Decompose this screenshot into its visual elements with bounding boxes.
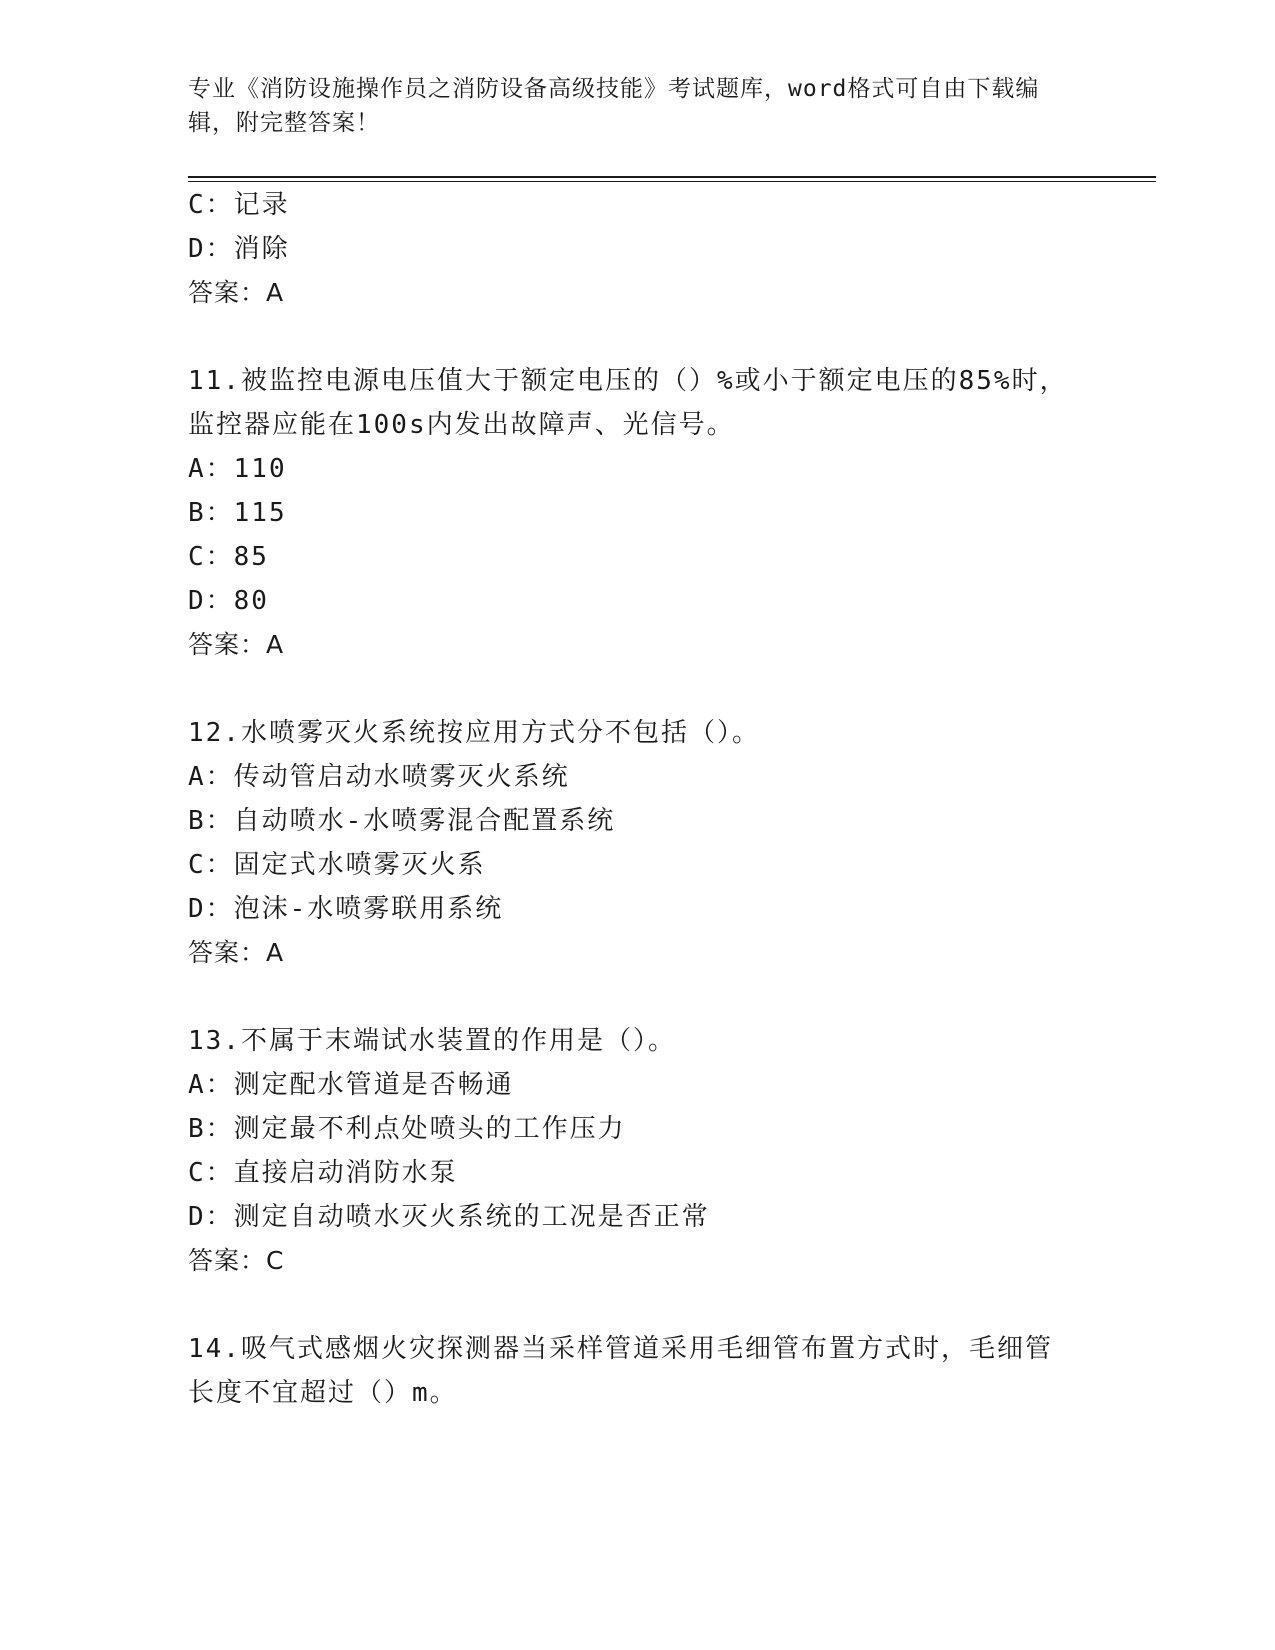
q13-stem: 13.不属于末端试水装置的作用是（）。 [188, 1026, 676, 1056]
q12-option-d: D：泡沫-水喷雾联用系统 [188, 894, 504, 924]
q13-option-c: C：直接启动消防水泵 [188, 1158, 458, 1188]
q11-option-a: A：110 [188, 454, 287, 484]
q11-stem-line2: 监控器应能在100s内发出故障声、光信号。 [188, 410, 735, 440]
q10-option-d: D：消除 [188, 234, 290, 264]
q12-option-a: A：传动管启动水喷雾灭火系统 [188, 762, 570, 792]
q13-option-a: A：测定配水管道是否畅通 [188, 1070, 514, 1100]
q12-option-c: C：固定式水喷雾灭火系 [188, 850, 486, 880]
header-rule-thick [188, 176, 1156, 178]
header-rule-thin [188, 181, 1156, 182]
q13-answer: 答案：C [188, 1246, 285, 1275]
q13-option-b: B：测定最不利点处喷头的工作压力 [188, 1114, 626, 1144]
q12-answer: 答案：A [188, 938, 285, 967]
q10-answer: 答案：A [188, 278, 285, 307]
q10-option-c: C：记录 [188, 190, 290, 220]
q14-stem-line2: 长度不宜超过（）m。 [188, 1378, 458, 1408]
document-header: 专业《消防设施操作员之消防设备高级技能》考试题库，word格式可自由下载编辑，附完整答案！ [188, 76, 1040, 136]
q11-answer: 答案：A [188, 630, 285, 659]
q14-stem-line1: 14.吸气式感烟火灾探测器当采样管道采用毛细管布置方式时，毛细管 [188, 1334, 1053, 1364]
q11-option-b: B：115 [188, 498, 287, 528]
q11-stem-line1: 11.被监控电源电压值大于额定电压的（）%或小于额定电压的85%时， [188, 366, 1068, 396]
q11-option-c: C：85 [188, 542, 269, 572]
q11-option-d: D：80 [188, 586, 269, 616]
q12-stem: 12.水喷雾灭火系统按应用方式分不包括（）。 [188, 718, 760, 748]
q12-option-b: B：自动喷水-水喷雾混合配置系统 [188, 806, 616, 836]
q13-option-d: D：测定自动喷水灭火系统的工况是否正常 [188, 1202, 710, 1232]
